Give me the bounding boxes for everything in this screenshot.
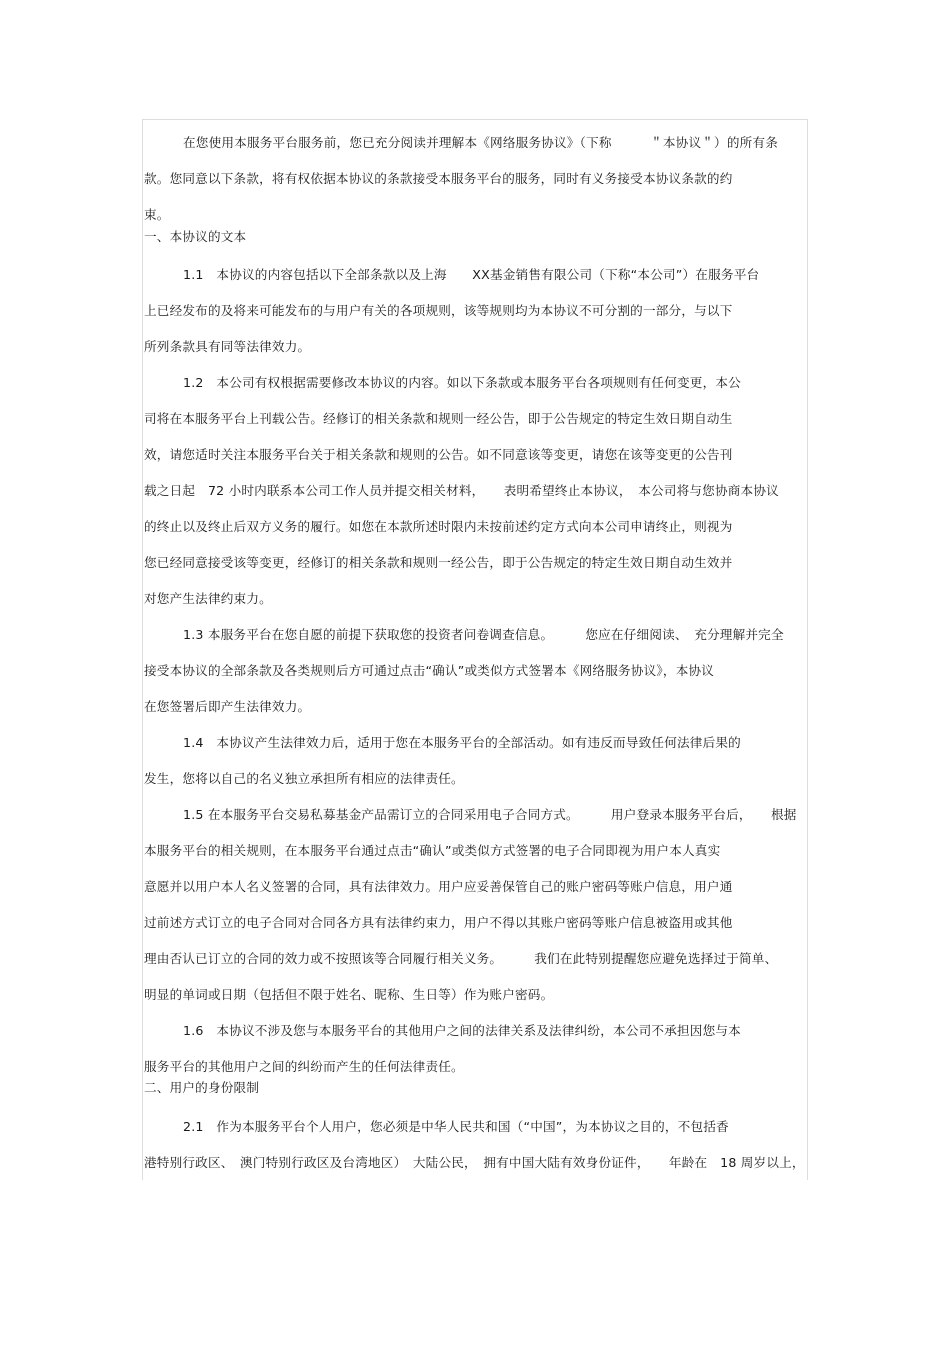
paragraph-line: 意愿并以用户本人名义签署的合同，具有法律效力。用户应妥善保管自己的账户密码等账户信息，用户通: [144, 879, 733, 894]
paragraph-line: 发生，您将以自己的名义独立承担所有相应的法律责任。: [144, 771, 464, 786]
paragraph-line: 在您签署后即产生法律效力。: [144, 699, 311, 714]
paragraph-line: 司将在本服务平台上刊载公告。经修订的相关条款和规则一经公告，即于公告规定的特定生效日期自动生: [144, 411, 733, 426]
section-heading: 一、本协议的文本: [144, 229, 247, 244]
paragraph-line: 所列条款具有同等法律效力。: [144, 339, 311, 354]
paragraph-line: 1.2 本公司有权根据需要修改本协议的内容。如以下条款或本服务平台各项规则有任何变更，本公: [183, 375, 741, 390]
paragraph-line: 载之日起 72 小时内联系本公司工作人员并提交相关材料， 表明希望终止本协议， 本公司将与您协商本协议: [144, 483, 779, 498]
section-heading: 二、用户的身份限制: [144, 1080, 260, 1095]
paragraph-line: 本服务平台的相关规则，在本服务平台通过点击“确认”或类似方式签署的电子合同即视为用户本人真实: [144, 843, 721, 858]
paragraph-line: 上已经发布的及将来可能发布的与用户有关的各项规则，该等规则均为本协议不可分割的一部分，与以下: [144, 303, 733, 318]
paragraph-line: 明显的单词或日期（包括但不限于姓名、昵称、生日等）作为账户密码。: [144, 987, 554, 1002]
paragraph-line: 1.3 本服务平台在您自愿的前提下获取您的投资者问卷调查信息。 您应在仔细阅读、 充分理解并完全: [183, 627, 784, 642]
paragraph-line: 过前述方式订立的电子合同对合同各方具有法律约束力，用户不得以其账户密码等账户信息被盗用或其他: [144, 915, 733, 930]
paragraph-line: 1.4 本协议产生法律效力后，适用于您在本服务平台的全部活动。如有违反而导致任何法律后果的: [183, 735, 741, 750]
paragraph-line: 在您使用本服务平台服务前，您已充分阅读并理解本《网络服务协议》（下称 ＂本协议＂）的所有条: [183, 135, 779, 150]
paragraph-line: 2.1 作为本服务平台个人用户，您必须是中华人民共和国（“中国”，为本协议之目的，不包括香: [183, 1119, 729, 1134]
paragraph-line: 港特别行政区、 澳门特别行政区及台湾地区） 大陆公民， 拥有中国大陆有效身份证件， 年龄在 18 周岁以上，: [144, 1155, 805, 1170]
paragraph-line: 1.1 本协议的内容包括以下全部条款以及上海 XX基金销售有限公司（下称“本公司”）在服务平台: [183, 267, 760, 282]
paragraph-line: 理由否认已订立的合同的效力或不按照该等合同履行相关义务。 我们在此特别提醒您应避免选择过于简单、: [144, 951, 778, 966]
paragraph-line: 1.5 在本服务平台交易私募基金产品需订立的合同采用电子合同方式。 用户登录本服务平台后， 根据: [183, 807, 797, 822]
paragraph-line: 的终止以及终止后双方义务的履行。如您在本款所述时限内未按前述约定方式向本公司申请终止，则视为: [144, 519, 733, 534]
paragraph-line: 1.6 本协议不涉及您与本服务平台的其他用户之间的法律关系及法律纠纷，本公司不承担因您与本: [183, 1023, 741, 1038]
paragraph-line: 您已经同意接受该等变更，经修订的相关条款和规则一经公告，即于公告规定的特定生效日期自动生效并: [144, 555, 733, 570]
paragraph-line: 对您产生法律约束力。: [144, 591, 272, 606]
paragraph-line: 接受本协议的全部条款及各类规则后方可通过点击“确认”或类似方式签署本《网络服务协议》，本协议: [144, 663, 715, 678]
paragraph-line: 束。: [144, 207, 170, 222]
paragraph-line: 服务平台的其他用户之间的纠纷而产生的任何法律责任。: [144, 1059, 464, 1074]
paragraph-line: 效，请您适时关注本服务平台关于相关条款和规则的公告。如不同意该等变更，请您在该等变更的公告刊: [144, 447, 733, 462]
paragraph-line: 款。您同意以下条款，将有权依据本协议的条款接受本服务平台的服务，同时有义务接受本协议条款的约: [144, 171, 733, 186]
